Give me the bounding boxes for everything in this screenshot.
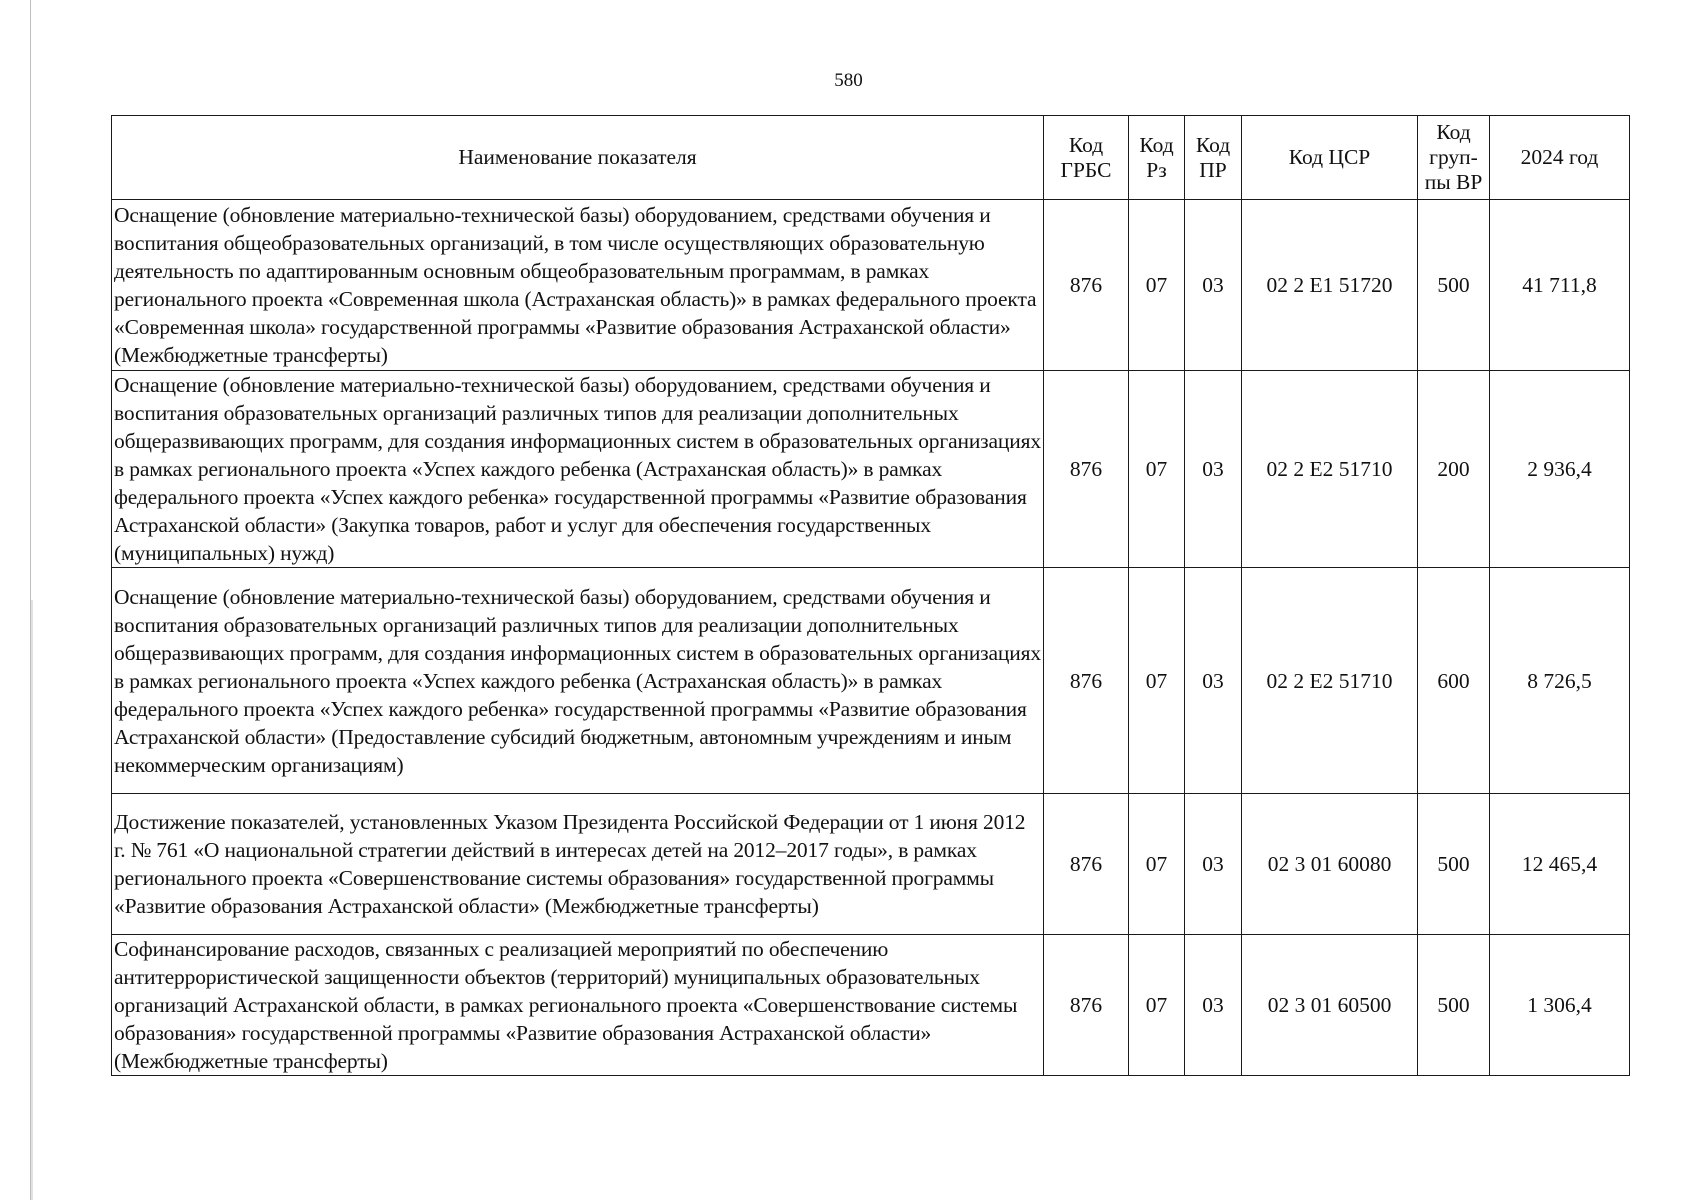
- row-rz: 07: [1129, 371, 1185, 568]
- row-csr: 02 3 01 60080: [1242, 794, 1418, 935]
- row-vr: 500: [1418, 794, 1490, 935]
- header-csr: Код ЦСР: [1242, 116, 1418, 200]
- row-vr: 500: [1418, 935, 1490, 1076]
- row-name: Софинансирование расходов, связанных с реализацией мероприятий по обеспечению антитеррористической защищенности объектов (территорий) муниципальных образовательных организаций Астраханской области, в рамках регионального проекта «Совершенствование системы образования» государственной программы «Развитие образования Астраханской области» (Межбюджетные трансферты): [112, 935, 1044, 1076]
- row-rz: 07: [1129, 568, 1185, 794]
- header-grbs: Код ГРБС: [1044, 116, 1129, 200]
- row-csr: 02 2 E2 51710: [1242, 371, 1418, 568]
- row-grbs: 876: [1044, 200, 1129, 371]
- row-name: Оснащение (обновление материально-технической базы) оборудованием, средствами обучения и воспитания образовательных организаций различных типов для реализации дополнительных общеразвивающих программ, для создания информационных систем в образовательных организациях в рамках регионального проекта «Успех каждого ребенка (Астраханская область)» в рамках федерального проекта «Успех каждого ребенка» государственной программы «Развитие образования Астраханской области» (Закупка товаров, работ и услуг для обеспечения государственных (муниципальных) нужд): [112, 371, 1044, 568]
- row-pr: 03: [1185, 371, 1242, 568]
- row-pr: 03: [1185, 568, 1242, 794]
- row-vr: 600: [1418, 568, 1490, 794]
- row-csr: 02 2 E1 51720: [1242, 200, 1418, 371]
- table-row: [112, 568, 1630, 794]
- row-grbs: 876: [1044, 568, 1129, 794]
- row-pr: 03: [1185, 935, 1242, 1076]
- row-rz: 07: [1129, 935, 1185, 1076]
- row-csr: 02 3 01 60500: [1242, 935, 1418, 1076]
- page-number: 580: [834, 70, 863, 91]
- table-row: [112, 794, 1630, 935]
- budget-table: [111, 115, 1630, 1076]
- row-amount: 1 306,4: [1490, 935, 1630, 1076]
- table-header-row: [112, 116, 1630, 200]
- row-rz: 07: [1129, 794, 1185, 935]
- row-name: Достижение показателей, установленных Указом Президента Российской Федерации от 1 июня 2012 г. № 761 «О национальной стратегии действий в интересах детей на 2012–2017 годы», в рамках регионального проекта «Совершенствование системы образования» государственной программы «Развитие образования Астраханской области» (Межбюджетные трансферты): [112, 794, 1044, 935]
- row-amount: 2 936,4: [1490, 371, 1630, 568]
- header-rz: Код Рз: [1129, 116, 1185, 200]
- row-csr: 02 2 E2 51710: [1242, 568, 1418, 794]
- row-amount: 8 726,5: [1490, 568, 1630, 794]
- row-rz: 07: [1129, 200, 1185, 371]
- row-amount: 12 465,4: [1490, 794, 1630, 935]
- table-row: [112, 935, 1630, 1076]
- row-pr: 03: [1185, 794, 1242, 935]
- header-name: Наименование показателя: [112, 116, 1044, 200]
- row-name: Оснащение (обновление материально-технической базы) оборудованием, средствами обучения и воспитания образовательных организаций различных типов для реализации дополнительных общеразвивающих программ, для создания информационных систем в образовательных организациях в рамках регионального проекта «Успех каждого ребенка (Астраханская область)» в рамках федерального проекта «Успех каждого ребенка» государственной программы «Развитие образования Астраханской области» (Предоставление субсидий бюджетным, автономным учреждениям и иным некоммерческим организациям): [112, 568, 1044, 794]
- row-name: Оснащение (обновление материально-технической базы) оборудованием, средствами обучения и воспитания общеобразовательных организаций, в том числе осуществляющих образовательную деятельность по адаптированным основным общеобразовательным программам, в рамках регионального проекта «Современная школа (Астраханская область)» в рамках федерального проекта «Современная школа» государственной программы «Развитие образования Астраханской области» (Межбюджетные трансферты): [112, 200, 1044, 371]
- row-vr: 500: [1418, 200, 1490, 371]
- row-grbs: 876: [1044, 371, 1129, 568]
- header-year: 2024 год: [1490, 116, 1630, 200]
- header-vr: Код груп-пы ВР: [1418, 116, 1490, 200]
- row-grbs: 876: [1044, 935, 1129, 1076]
- table-row: [112, 200, 1630, 371]
- row-pr: 03: [1185, 200, 1242, 371]
- table-row: [112, 371, 1630, 568]
- scan-margin-shadow: [31, 600, 33, 1200]
- row-amount: 41 711,8: [1490, 200, 1630, 371]
- row-vr: 200: [1418, 371, 1490, 568]
- header-pr: Код ПР: [1185, 116, 1242, 200]
- row-grbs: 876: [1044, 794, 1129, 935]
